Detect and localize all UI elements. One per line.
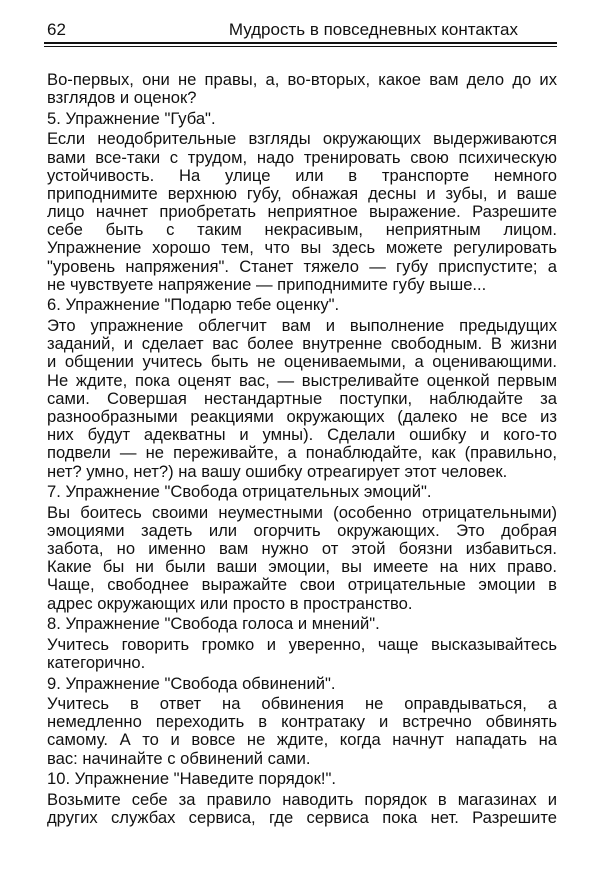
page-number: 62 xyxy=(47,20,66,39)
text-line: вами все-таки с трудом, надо тренировать свою психическую xyxy=(47,147,557,167)
text-line: Учитесь в ответ на обвинения не оправдываться, а xyxy=(47,694,557,714)
text-line: Возьмите себе за правило наводить порядок в магазинах и xyxy=(47,789,557,809)
text-line: 6. Упражнение "Подарю тебе оценку". xyxy=(47,295,340,315)
text-line: Не ждите, пока оценят вас, — выстреливайте оценкой первым xyxy=(47,370,557,390)
exercise-heading xyxy=(47,770,557,788)
paragraph xyxy=(47,130,557,294)
paragraph xyxy=(47,71,557,107)
text-line: нет? умно, нет?) на вашу ошибку отреагирует этот человек. xyxy=(47,461,508,481)
text-line: забота, но именно вам нужно от этой боязни избавиться. xyxy=(47,539,557,559)
text-line: не чувствуете напряжение — приподнимите губу выше... xyxy=(47,274,487,294)
text-line: эмоциями задеть или огорчить окружающих. Это добрая xyxy=(47,520,557,540)
exercise-heading xyxy=(47,615,557,633)
text-line: Упражнение хорошо тем, что вы здесь можете регулировать xyxy=(47,238,557,258)
text-line: 7. Упражнение "Свобода отрицательных эмоций". xyxy=(47,482,432,502)
text-line: вас: начинайте с обвинений сами. xyxy=(47,748,311,768)
text-line: себе быть с таким некрасивым, неприятным лицом. xyxy=(47,220,557,240)
page-body xyxy=(47,71,557,827)
header-rule xyxy=(44,42,557,47)
text-line: 5. Упражнение "Губа". xyxy=(47,108,216,128)
text-line: категорично. xyxy=(47,652,146,672)
text-line: самому. А то и вовсе не ждите, когда начнут нападать на xyxy=(47,730,557,750)
text-line: 10. Упражнение "Наведите порядок!". xyxy=(47,769,337,789)
text-line: заданий, и сделает вас более внутренне свободным. В жизни xyxy=(47,334,557,354)
text-line: подвели — не переживайте, а понаблюдайте, как (правильно, xyxy=(47,443,557,463)
text-line: Учитесь говорить громко и уверенно, чаще высказывайтесь xyxy=(47,634,557,654)
paragraph xyxy=(47,695,557,768)
text-line: Это упражнение облегчит вам и выполнение предыдущих xyxy=(47,316,557,335)
paragraph xyxy=(47,504,557,613)
text-line: и общении учитесь быть не оцениваемыми, а оценивающими. xyxy=(47,352,557,372)
text-line: сами. Совершая нестандартные поступки, наблюдайте за xyxy=(47,388,557,408)
text-line: адрес окружающих или просто в пространство. xyxy=(47,593,413,613)
running-title: Мудрость в повседневных контактах xyxy=(228,20,518,39)
paragraph xyxy=(47,317,557,481)
text-line: разнообразными реакциями окружающих (далеко не все из xyxy=(47,406,557,426)
paragraph xyxy=(47,636,557,672)
text-line: устойчивость. На улице или в транспорте немного xyxy=(47,165,557,185)
exercise-heading xyxy=(47,675,557,693)
text-line: других службах сервиса, где сервиса пока нет. Разрешите xyxy=(47,808,557,827)
exercise-heading xyxy=(47,483,557,501)
text-line: 8. Упражнение "Свобода голоса и мнений". xyxy=(47,614,380,634)
text-line: взглядов и оценок? xyxy=(47,88,197,108)
running-header xyxy=(47,20,556,40)
exercise-heading xyxy=(47,296,557,314)
text-line: 9. Упражнение "Свобода обвинений". xyxy=(47,673,336,693)
text-line: Вы боитесь своими неуместными (особенно отрицательными) xyxy=(47,502,557,522)
text-line: лицо начнет приобретать неприятное выражение. Разрешите xyxy=(47,202,557,222)
text-line: Во-первых, они не правы, а, во-вторых, какое вам дело до их xyxy=(47,70,557,89)
exercise-heading xyxy=(47,110,557,128)
text-line: них будут адекватны и умны). Сделали ошибку и кого-то xyxy=(47,425,557,445)
paragraph xyxy=(47,791,557,827)
text-line: немедленно переходить в контратаку и встречно обвинять xyxy=(47,712,557,732)
text-line: приподнимите верхнюю губу, обнажая десны и зубы, и ваше xyxy=(47,183,557,203)
text-line: Если неодобрительные взгляды окружающих выдерживаются xyxy=(47,129,557,149)
text-line: Чаще, свободнее выражайте свои отрицательные эмоции в xyxy=(47,575,557,595)
text-line: Какие бы ни были ваши эмоции, вы имеете на них право. xyxy=(47,557,557,577)
text-line: "уровень напряжения". Станет тяжело — губу приспустите; а xyxy=(47,256,557,276)
